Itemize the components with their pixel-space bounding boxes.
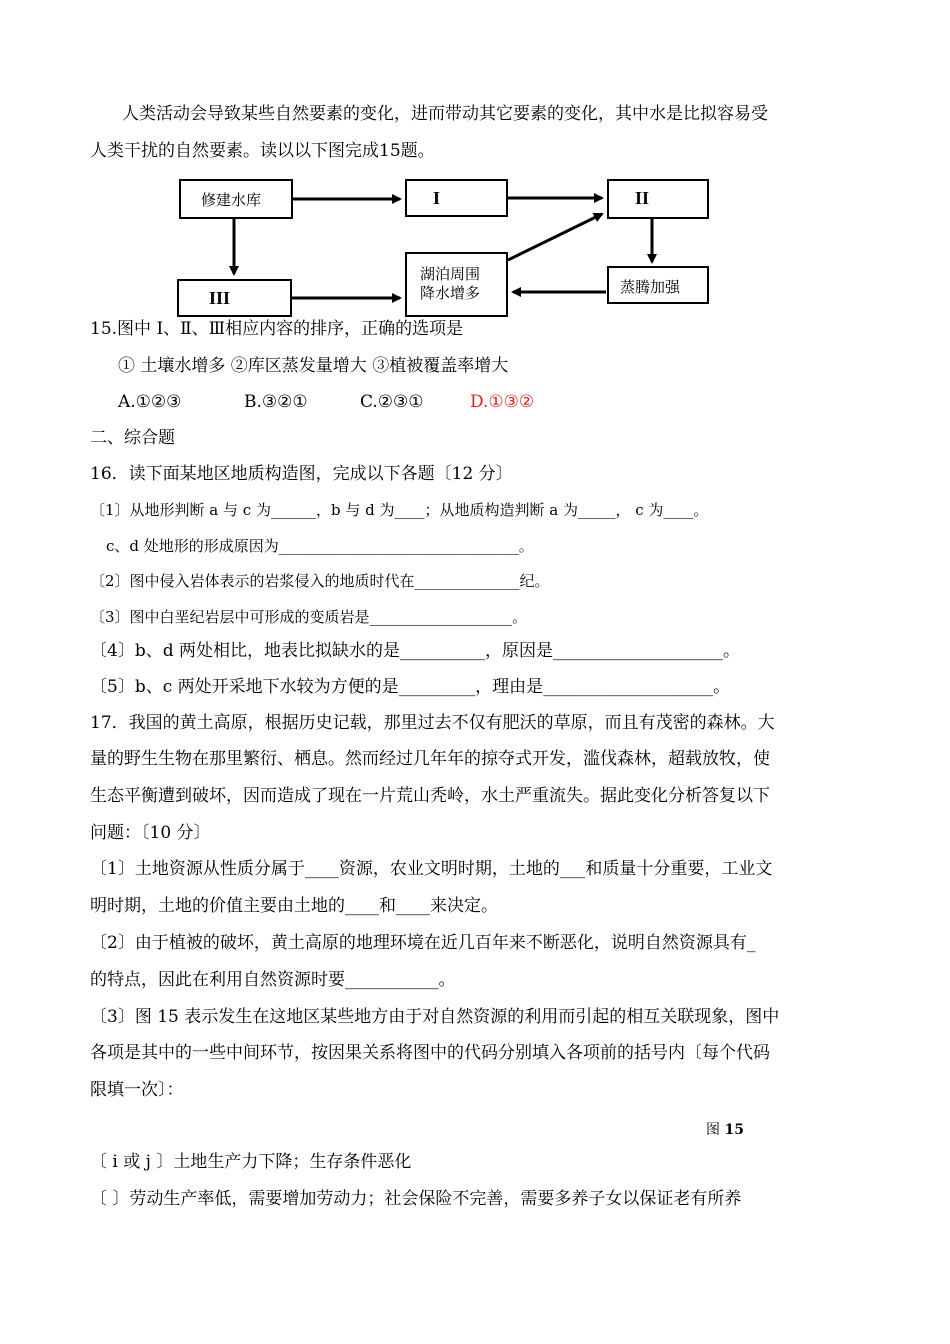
q16-part4: 〔4〕b、d 两处相比，地表比拟缺水的是__________，原因是____________________。 [90,641,740,661]
q17-answer-2: 〔 〕劳动生产率低，需要增加劳动力；社会保险不完善，需要多养子女以保证老有所养 [90,1189,742,1209]
flow-diagram [0,0,950,320]
q17-part3c: 限填一次〕： [90,1080,184,1100]
box-II-label: II [635,188,650,208]
q17-answer-1: 〔 i 或 j 〕土地生产力下降；生存条件恶化 [90,1152,412,1172]
box-I [405,179,508,217]
arrow-lake-to-II [508,214,602,260]
box-lake-rainfall [405,252,508,317]
q16-part2: 〔2〕图中侵入岩体表示的岩浆侵入的地质时代在______________纪。 [90,572,550,590]
section-2-heading: 二、综合题 [90,428,175,448]
q15-option-d: D.①③② [470,392,535,412]
q17-part1a: 〔1〕土地资源从性质分属于____资源，农业文明时期，土地的___和质量十分重要，工业文 [90,859,773,879]
box-evap-label: 蒸腾加强 [620,278,681,296]
q17-line-4: 问题：〔10 分〕 [90,823,211,843]
q16-part3: 〔3〕图中白垩纪岩层中可形成的变质岩是___________________。 [90,608,528,626]
q16-stem: 16．读下面某地区地质构造图，完成以下各题〔12 分〕 [90,464,513,484]
q17-part2a: 〔2〕由于植被的破坏，黄土高原的地理环境在近几百年来不断恶化，说明自然资源具有_ [90,933,756,953]
q15-stem: 15.图中 I、Ⅱ、Ⅲ相应内容的排序，正确的选项是 [90,319,464,339]
figure-15-number: 15 [724,1122,744,1138]
box-III [177,279,292,317]
q17-part3b: 各项是其中的一些中间环节，按因果关系将图中的代码分别填入各项前的括号内〔每个代码 [90,1043,770,1063]
q16-part1b: c、d 处地形的形成原因为________________________________。 [106,537,534,555]
box-build-reservoir-label: 修建水库 [201,191,262,209]
q17-line-1: 17．我国的黄土高原，根据历史记载，那里过去不仅有肥沃的草原，而且有茂密的森林。大 [90,713,775,733]
q17-line-3: 生态平衡遭到破坏，因而造成了现在一片荒山秃岭，水土严重流失。据此变化分析答复以下 [90,786,770,806]
q15-option-a: A.①②③ [118,392,182,412]
intro-line-2: 人类干扰的自然要素。读以以下图完成15题。 [90,141,435,161]
box-build-reservoir [179,179,293,219]
box-III-label: III [209,288,231,308]
figure-15-caption [706,1119,744,1139]
box-evap [607,266,709,304]
box-lake-rainfall-line2: 降水增多 [420,284,481,302]
box-II [607,179,709,219]
q17-line-2: 量的野生生物在那里繁衍、栖息。然而经过几年年的掠夺式开发，滥伐森林，超载放牧，使 [90,749,770,769]
q16-part5: 〔5〕b、c 两处开采地下水较为方便的是_________，理由是____________________。 [90,677,731,697]
q15-items: ① 土壤水增多 ②库区蒸发量增大 ③植被覆盖率增大 [118,356,509,376]
q17-part3a: 〔3〕图 15 表示发生在这地区某些地方由于对自然资源的利用而引起的相互关联现象，图中 [90,1007,780,1027]
box-I-label: I [433,188,441,208]
q17-part2b: 的特点，因此在利用自然资源时要___________。 [90,970,456,990]
q15-option-c: C.②③① [360,392,424,412]
q17-part1b: 明时期，土地的价值主要由土地的____和____来决定。 [90,896,498,916]
figure-15-prefix: 图 [706,1122,720,1138]
box-lake-rainfall-line1: 湖泊周围 [420,265,481,283]
intro-line-1: 人类活动会导致某些自然要素的变化，进而带动其它要素的变化，其中水是比拟容易受 [122,104,768,124]
q16-part1a: 〔1〕从地形判断 a 与 c 为______，b 与 d 为____；从地质构造判断 a 为_____， c 为____。 [90,501,709,519]
q15-option-b: B.③②① [244,392,308,412]
